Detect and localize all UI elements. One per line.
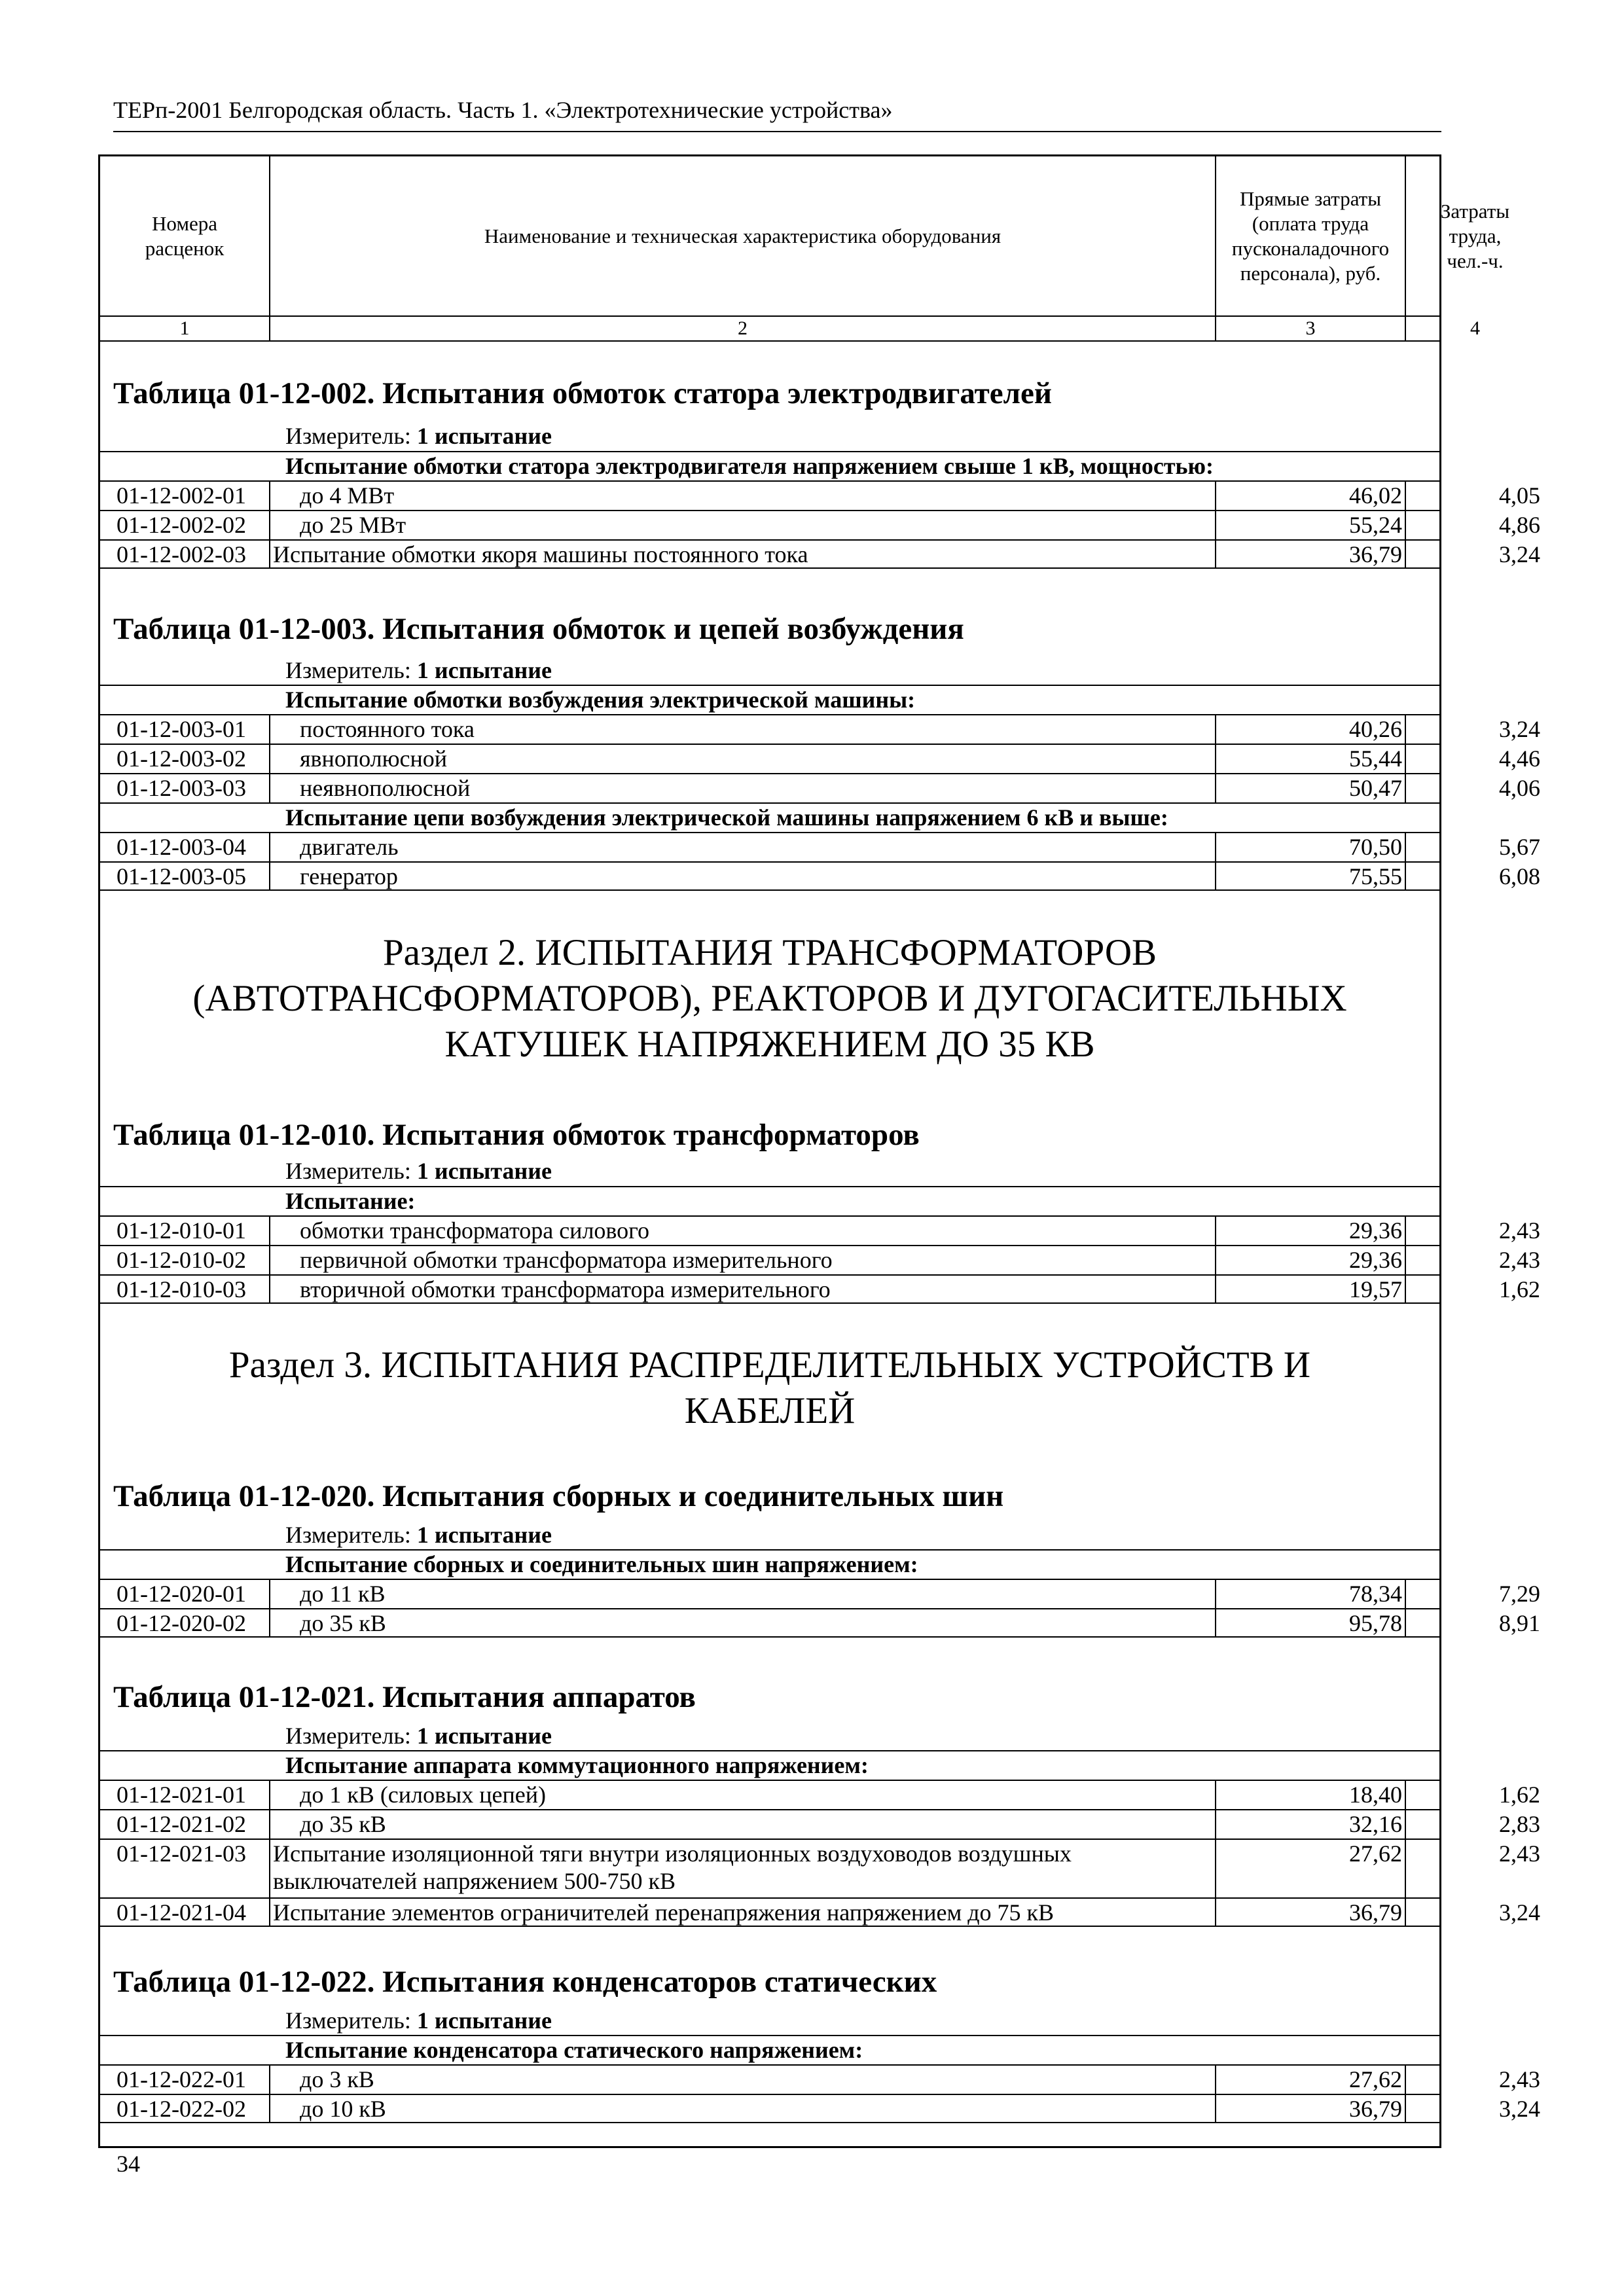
table-002-title: Таблица 01-12-002. Испытания обмоток статора электродвигателей xyxy=(113,376,1052,410)
table-003-meter: Измеритель: 1 испытание xyxy=(285,657,552,683)
col-num-2: 2 xyxy=(270,317,1216,340)
table-row: 01-12-010-02 первичной обмотки трансформатора измерительного 29,36 2,43 xyxy=(100,1245,1439,1274)
table-row: 01-12-010-01 обмотки трансформатора силового 29,36 2,43 xyxy=(100,1215,1439,1245)
table-003-group-2: Испытание цепи возбуждения электрической машины напряжением 6 кВ и выше: xyxy=(100,802,1439,832)
table-row: 01-12-022-01 до 3 кВ 27,62 2,43 xyxy=(100,2064,1439,2094)
col-num-1: 1 xyxy=(100,317,270,340)
table-row: 01-12-021-02 до 35 кВ 32,16 2,83 xyxy=(100,1809,1439,1839)
table-020-group: Испытание сборных и соединительных шин напряжением: xyxy=(100,1549,1439,1579)
table-row: 01-12-003-01 постоянного тока 40,26 3,24 xyxy=(100,714,1439,744)
table-003-group-1: Испытание обмотки возбуждения электрической машины: xyxy=(100,685,1439,714)
table-row: 01-12-003-05 генератор 75,55 6,08 xyxy=(100,861,1439,891)
col-num-3: 3 xyxy=(1216,317,1406,340)
table-002-meter: Измеритель: 1 испытание xyxy=(285,423,552,449)
page-number: 34 xyxy=(117,2151,140,2177)
table-row: 01-12-003-02 явнополюсной 55,44 4,46 xyxy=(100,744,1439,773)
table-row: 01-12-020-01 до 11 кВ 78,34 7,29 xyxy=(100,1579,1439,1608)
table-022-group: Испытание конденсатора статического напряжением: xyxy=(100,2035,1439,2064)
column-numbers xyxy=(100,315,1480,342)
col-name-header: Наименование и техническая характеристика оборудования xyxy=(270,156,1216,315)
table-002-group: Испытание обмотки статора электродвигателя напряжением свыше 1 кВ, мощностью: xyxy=(100,451,1439,480)
col-num-4: 4 xyxy=(1470,317,1480,339)
table-022-title: Таблица 01-12-022. Испытания конденсаторов статических xyxy=(113,1965,937,1999)
table-020-title: Таблица 01-12-020. Испытания сборных и соединительных шин xyxy=(113,1479,1004,1513)
table-010-title: Таблица 01-12-010. Испытания обмоток трансформаторов xyxy=(113,1118,920,1152)
col-labor-header: Затраты труда, чел.-ч. xyxy=(1440,199,1510,272)
price-table xyxy=(98,154,1540,2148)
col-cost-header: Прямые затраты (оплата труда пусконаладочного персонала), руб. xyxy=(1216,156,1406,315)
page-header: ТЕРп-2001 Белгородская область. Часть 1. «Электротехнические устройства» xyxy=(113,97,1441,132)
table-row: 01-12-021-03 Испытание изоляционной тяги внутри изоляционных воздуховодов воздушных выключателей напряжением 500-750 кВ 27,62 2,43 xyxy=(100,1839,1439,1897)
section-2-title: Раздел 2. ИСПЫТАНИЯ ТРАНСФОРМАТОРОВ (АВТОТРАНСФОРМАТОРОВ), РЕАКТОРОВ И ДУГОГАСИТЕЛЬНЫХ КАТУШЕК НАПРЯЖЕНИЕМ ДО 35 КВ xyxy=(192,932,1347,1065)
table-020-meter: Измеритель: 1 испытание xyxy=(285,1522,552,1548)
column-header xyxy=(100,156,1510,315)
table-row: 01-12-002-03 Испытание обмотки якоря машины постоянного тока 36,79 3,24 xyxy=(100,539,1439,569)
table-row: 01-12-021-01 до 1 кВ (силовых цепей) 18,40 1,62 xyxy=(100,1780,1439,1809)
table-row: 01-12-002-01 до 4 МВт 46,02 4,05 xyxy=(100,480,1439,510)
table-row: 01-12-002-02 до 25 МВт 55,24 4,86 xyxy=(100,510,1439,539)
table-row: 01-12-021-04 Испытание элементов ограничителей перенапряжения напряжением до 75 кВ 36,79 3,24 xyxy=(100,1897,1439,1927)
table-021-title: Таблица 01-12-021. Испытания аппаратов xyxy=(113,1680,696,1714)
section-3-title: Раздел 3. ИСПЫТАНИЯ РАСПРЕДЕЛИТЕЛЬНЫХ УСТРОЙСТВ И КАБЕЛЕЙ xyxy=(228,1344,1311,1431)
col-codes-header: Номера расценок xyxy=(100,156,270,315)
table-row: 01-12-022-02 до 10 кВ 36,79 3,24 xyxy=(100,2094,1439,2123)
table-022-meter: Измеритель: 1 испытание xyxy=(285,2007,552,2034)
table-010-meter: Измеритель: 1 испытание xyxy=(285,1158,552,1184)
table-021-meter: Измеритель: 1 испытание xyxy=(285,1723,552,1749)
table-row: 01-12-003-03 неявнополюсной 50,47 4,06 xyxy=(100,773,1439,802)
table-row: 01-12-020-02 до 35 кВ 95,78 8,91 xyxy=(100,1608,1439,1638)
table-row: 01-12-003-04 двигатель 70,50 5,67 xyxy=(100,832,1439,861)
table-010-group: Испытание: xyxy=(100,1186,1439,1215)
table-021-group: Испытание аппарата коммутационного напряжением: xyxy=(100,1750,1439,1780)
table-003-title: Таблица 01-12-003. Испытания обмоток и цепей возбуждения xyxy=(113,612,964,646)
table-row: 01-12-010-03 вторичной обмотки трансформатора измерительного 19,57 1,62 xyxy=(100,1274,1439,1304)
